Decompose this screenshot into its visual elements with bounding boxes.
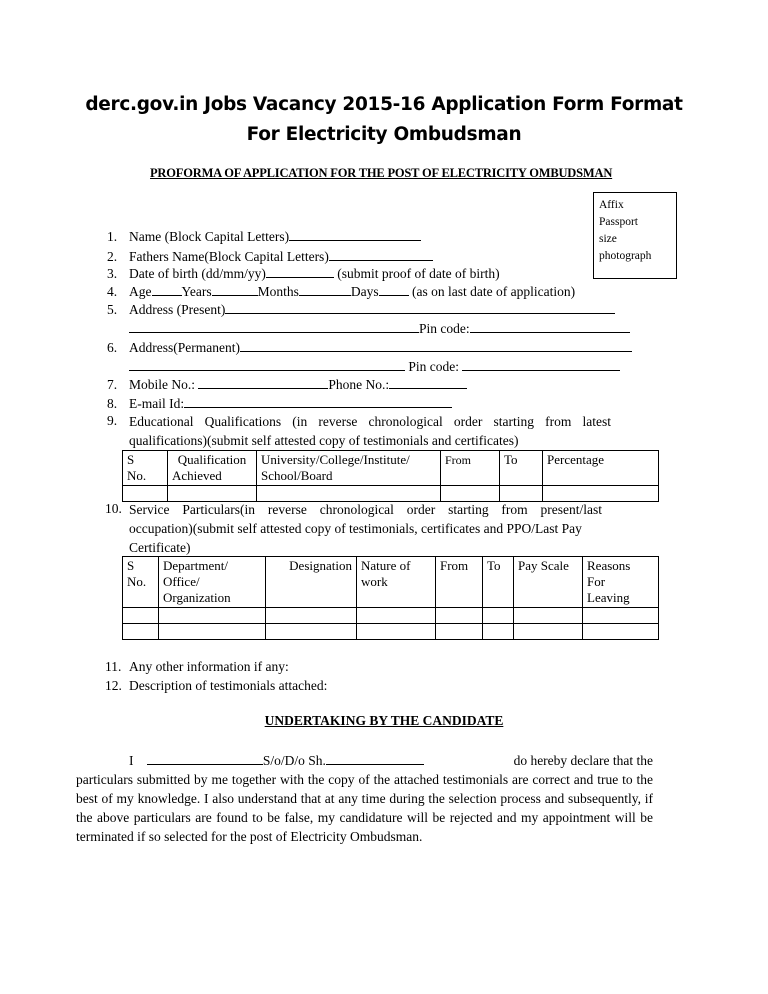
name-blank[interactable] <box>289 228 421 241</box>
header-from: From <box>436 557 483 608</box>
header-text: No. <box>127 574 147 589</box>
table-cell[interactable] <box>483 624 514 640</box>
service-line-3: Certificate) <box>129 540 191 555</box>
table-cell[interactable] <box>159 608 266 624</box>
item-number: 10. <box>105 501 122 516</box>
declaration-first-line <box>129 752 653 769</box>
declaration-body: particulars submitted by me together with the copy of the attached testimonials are correct and true to the best of my knowledge. I also understand that at any time during the selection process and subsequently, if the above particulars are found to be false, my candidature will be rejected and my appointment will be terminated if so selected for the post of Electricity Ombudsman. <box>76 772 653 844</box>
item-number: 6. <box>107 340 118 355</box>
table-cell[interactable] <box>357 624 436 640</box>
name-label: Name (Block Capital Letters) <box>129 229 290 244</box>
table-cell[interactable] <box>159 624 266 640</box>
service-line-1: Service Particulars(in reverse chronological order starting from present/last <box>129 502 602 517</box>
education-line-2: qualifications)(submit self attested copy of testimonials and certificates) <box>129 433 519 448</box>
header-text: Organization <box>163 590 231 605</box>
mobile-blank[interactable] <box>198 376 328 389</box>
photo-box-line: Passport <box>599 216 638 228</box>
table-row <box>123 608 659 624</box>
header-text: S <box>127 558 135 573</box>
passport-photo-box <box>593 192 677 279</box>
pin-code-label: Pin code: <box>408 359 459 374</box>
address-present-row-2 <box>129 320 630 337</box>
address-permanent-blank-2[interactable] <box>129 358 405 371</box>
header-text: For <box>587 574 606 589</box>
item-number: 12. <box>105 678 122 693</box>
item-number: 9. <box>107 413 118 428</box>
undertaking-heading: UNDERTAKING BY THE CANDIDATE <box>264 713 504 728</box>
sodo-label: S/o/D/o Sh. <box>262 753 326 768</box>
header-qualification <box>168 451 257 486</box>
header-text: Department/ <box>163 558 228 573</box>
item-number: 8. <box>107 396 118 411</box>
header-to: To <box>500 451 543 486</box>
header-text: S <box>127 452 135 467</box>
header-designation: Designation <box>266 557 357 608</box>
photo-box-line: Affix <box>599 199 624 211</box>
header-text: Leaving <box>587 590 630 605</box>
address-present-blank-2[interactable] <box>129 320 419 333</box>
dob-note: (submit proof of date of birth) <box>337 266 500 281</box>
item-number: 7. <box>107 377 118 392</box>
pin-code-blank[interactable] <box>470 320 630 333</box>
header-text: School/Board <box>261 468 333 483</box>
address-permanent-label: Address(Permanent) <box>129 340 240 355</box>
document-title <box>60 90 708 150</box>
fathers-name-row <box>129 248 433 265</box>
header-text: University/College/Institute/ <box>261 452 410 467</box>
header-text: No. <box>127 468 147 483</box>
table-header-row <box>123 451 659 486</box>
table-cell[interactable] <box>514 608 583 624</box>
education-table <box>122 450 659 502</box>
header-to: To <box>483 557 514 608</box>
declare-text: do hereby declare that the <box>513 753 653 768</box>
education-line-1: Educational Qualifications (in reverse chronological order starting from latest <box>129 414 611 429</box>
header-department <box>159 557 266 608</box>
header-from: From <box>441 451 500 486</box>
fathers-name-blank[interactable] <box>329 248 433 261</box>
table-row <box>123 624 659 640</box>
testimonials-description: Description of testimonials attached: <box>129 678 328 693</box>
age-years-blank[interactable] <box>152 283 182 296</box>
header-reasons <box>583 557 659 608</box>
table-cell[interactable] <box>266 608 357 624</box>
table-cell[interactable] <box>514 624 583 640</box>
header-text: Office/ <box>163 574 200 589</box>
age-label: Age <box>129 284 152 299</box>
table-cell[interactable] <box>583 608 659 624</box>
service-line-2: occupation)(submit self attested copy of testimonials, certificates and PPO/Last Pay <box>129 521 582 536</box>
years-label: Years <box>181 284 212 299</box>
item-number: 2. <box>107 249 118 264</box>
address-permanent-row <box>129 339 632 356</box>
table-cell[interactable] <box>123 608 159 624</box>
photo-box-line: photograph <box>599 250 652 262</box>
table-cell[interactable] <box>436 624 483 640</box>
address-present-label: Address (Present) <box>129 302 226 317</box>
age-note: (as on last date of application) <box>412 284 576 299</box>
header-text: Reasons <box>587 558 631 573</box>
address-present-row <box>129 301 615 318</box>
item-number: 5. <box>107 302 118 317</box>
header-percentage: Percentage <box>543 451 659 486</box>
pin-code-label: Pin code: <box>419 321 470 336</box>
header-university <box>257 451 441 486</box>
header-sno <box>123 557 159 608</box>
table-cell[interactable] <box>123 624 159 640</box>
item-number: 4. <box>107 284 118 299</box>
header-text: Nature of <box>361 558 411 573</box>
candidate-name-blank[interactable] <box>147 752 263 765</box>
title-line-2: For Electricity Ombudsman <box>246 124 522 145</box>
days-label: Days <box>350 284 379 299</box>
header-sno <box>123 451 168 486</box>
phone-label: Phone No.: <box>328 377 390 392</box>
table-cell[interactable] <box>266 624 357 640</box>
name-row <box>129 228 421 245</box>
header-pay-scale: Pay Scale <box>514 557 583 608</box>
item-number: 11. <box>105 659 122 674</box>
declaration-i: I <box>129 753 134 768</box>
table-cell[interactable] <box>483 608 514 624</box>
service-table <box>122 556 659 640</box>
parent-name-blank[interactable] <box>326 752 424 765</box>
age-days-blank[interactable] <box>299 283 351 296</box>
proforma-subheading: PROFORMA OF APPLICATION FOR THE POST OF ELECTRICITY OMBUDSMAN <box>150 166 613 180</box>
title-line-1: derc.gov.in Jobs Vacancy 2015-16 Application Form Format <box>85 94 683 115</box>
age-extra-blank <box>379 283 409 296</box>
dob-row <box>129 265 500 282</box>
service-description <box>129 500 602 557</box>
email-label: E-mail Id: <box>129 396 185 411</box>
mobile-phone-row <box>129 376 467 393</box>
mobile-label: Mobile No.: <box>129 377 195 392</box>
dob-label: Date of birth (dd/mm/yy) <box>129 266 266 281</box>
fathers-name-label: Fathers Name(Block Capital Letters) <box>129 249 329 264</box>
education-description <box>129 412 611 450</box>
age-months-blank[interactable] <box>212 283 258 296</box>
phone-blank[interactable] <box>389 376 467 389</box>
email-blank[interactable] <box>184 395 452 408</box>
table-cell[interactable] <box>357 608 436 624</box>
header-nature-of-work <box>357 557 436 608</box>
dob-blank[interactable] <box>266 265 334 278</box>
photo-box-line: size <box>599 233 617 245</box>
address-present-blank[interactable] <box>225 301 615 314</box>
item-number: 1. <box>107 229 118 244</box>
table-header-row <box>123 557 659 608</box>
age-row <box>129 283 575 300</box>
pin-code-blank[interactable] <box>462 358 620 371</box>
months-label: Months <box>257 284 299 299</box>
other-information: Any other information if any: <box>129 659 289 674</box>
header-text: work <box>361 574 388 589</box>
email-row <box>129 395 452 412</box>
address-permanent-blank[interactable] <box>240 339 632 352</box>
address-permanent-row-2 <box>129 358 620 375</box>
item-number: 3. <box>107 266 118 281</box>
header-text: Qualification <box>177 452 247 467</box>
header-text: Achieved <box>172 468 222 483</box>
table-cell[interactable] <box>436 608 483 624</box>
table-cell[interactable] <box>583 624 659 640</box>
